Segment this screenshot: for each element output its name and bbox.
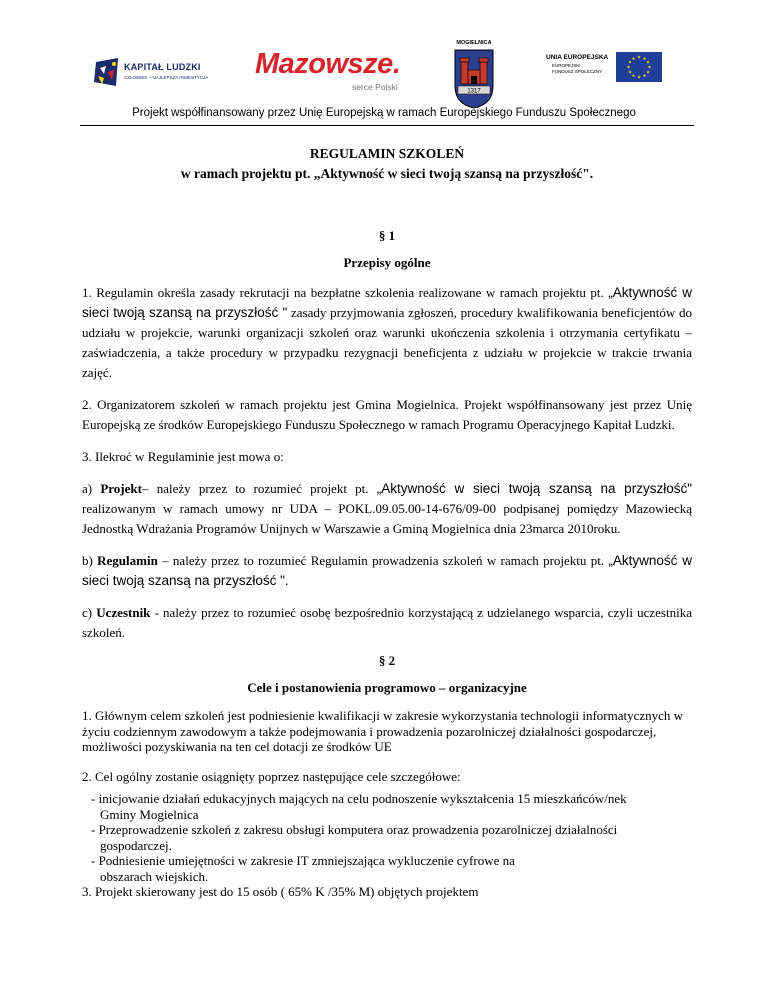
document-subtitle — [82, 166, 692, 228]
s1-definition-b — [82, 551, 692, 591]
def-a-text-1: – należy przez to rozumieć projekt pt. — [141, 481, 377, 496]
svg-text:★: ★ — [636, 55, 642, 61]
header-caption: Projekt współfinansowany przez Unię Europejską w ramach Europejskiego Funduszu Społecznego — [132, 107, 636, 119]
kapital-ludzki-name: KAPITAŁ LUDZKI — [124, 62, 201, 72]
s2-paragraph-2: 2. Cel ogólny zostanie osiągnięty poprzez następujące cele szczegółowe: — [82, 768, 461, 784]
eu-flag-icon — [616, 52, 662, 82]
eu-logo — [546, 52, 666, 92]
def-c-text: - należy przez to rozumieć osobę bezpośrednio korzystającą z udzielanego wsparcia, czyli uczestnika szkoleń. — [82, 605, 692, 640]
s1-definition-c — [82, 603, 692, 643]
crest-shield-icon — [452, 48, 496, 110]
eu-line1: UNIA EUROPEJSKA — [546, 54, 609, 61]
section-1-mark: § 1 — [378, 228, 396, 243]
def-c-term: Uczestnik — [96, 605, 151, 620]
section-1-title: Przepisy ogólne — [343, 255, 431, 270]
header-divider — [80, 125, 694, 126]
svg-text:★: ★ — [627, 70, 633, 76]
svg-text:★: ★ — [631, 74, 636, 79]
section-2-mark: § 2 — [378, 653, 396, 668]
mazowsze-name: Mazowsze. — [255, 48, 401, 80]
svg-text:★: ★ — [642, 57, 647, 62]
svg-text:★: ★ — [645, 70, 651, 76]
kapital-ludzki-logo — [92, 56, 222, 92]
s1-p1-text-b: zasady przyjmowania zgłoszeń, procedury kwalifikowania beneficjentów do udziału w projekcie, warunki organizacji szkoleń oraz warunki ukończenia szkolenia i otrzymania certyfikatu – zaświadczenia, a także procedury w przypadku rezygnacji beneficjenta z udziału w projekcie w trakcie trwania zajęć. — [82, 305, 692, 380]
list-item: - inicjowanie działań edukacyjnych mających na celu podnoszenie wykształcenia 15 mieszkańców/nek — [91, 791, 627, 806]
eu-line3: FUNDUSZ SPOŁECZNY — [552, 69, 603, 74]
def-a-term: Projekt — [100, 481, 142, 496]
def-a-prefix: a) — [82, 481, 101, 496]
crest-title: MOGIELNICA — [456, 40, 492, 46]
def-b-term: Regulamin — [97, 553, 158, 568]
def-a-project-name: „Aktywność w sieci twoją szansą na przyszłość" — [376, 481, 692, 496]
mazowsze-tagline: serce Polski — [352, 82, 398, 92]
s1-p1-text-a: 1. Regulamin określa zasady rekrutacji na bezpłatne szkolenia realizowane w ramach projektu pt. — [82, 285, 604, 300]
svg-text:★: ★ — [645, 60, 651, 66]
s2-paragraph-1: 1. Głównym celem szkoleń jest podniesienie kwalifikacji w zakresie wykorzystania technologii informatycznych w życiu codziennym zawodowym a także podejmowania i prowadzenia pozarolniczej działalności gospodarczej, możliwości pozyskiwania na ten cel dotacji ze środków UE — [82, 708, 684, 754]
svg-text:★: ★ — [627, 60, 633, 66]
subtitle-project-name: „Aktywność w sieci twoją szansą na przyszłość". — [313, 166, 594, 181]
list-item: - Podniesienie umiejętności w zakresie IT zmniejszająca wykluczenie cyfrowe na — [91, 853, 515, 868]
mogielnica-crest — [452, 42, 496, 106]
s1-paragraph-1 — [82, 283, 692, 383]
document-body — [82, 146, 692, 900]
subtitle-prefix: w ramach projektu pt. — [180, 166, 314, 181]
def-b-text-1: – należy przez to rozumieć Regulamin prowadzenia szkoleń w ramach projektu pt. — [157, 553, 609, 568]
eu-line2: EUROPEJSKI — [552, 63, 581, 68]
s1-definition-a — [82, 479, 692, 539]
mazowsze-logo — [255, 48, 415, 98]
section-2-title: Cele i postanowienia programowo – organizacyjne — [247, 680, 527, 695]
document-title: REGULAMIN SZKOLEŃ — [309, 146, 465, 161]
list-item-continuation: Gminy Mogielnica — [100, 806, 199, 822]
crest-year: 1317 — [467, 88, 481, 95]
kapital-ludzki-mark-icon — [92, 56, 122, 90]
def-b-prefix: b) — [82, 553, 98, 568]
def-a-text-2: realizowanym w ramach umowy nr UDA – POKL.09.05.00-14-676/09-00 podpisanej pomiędzy Mazowiecką Jednostką Wdrażania Programów Unijnych w Warszawie a Gminą Mogielnica dnia 23marca 2010roku. — [82, 501, 692, 536]
svg-text:★: ★ — [631, 57, 636, 62]
svg-text:★: ★ — [642, 74, 647, 79]
s1-p1-project-name: „Aktywność w sieci twoją szansą na przyszłość " — [82, 285, 692, 320]
s2-objectives-list — [82, 791, 692, 884]
kapital-ludzki-tagline: CZŁOWIEK – NAJLEPSZA INWESTYCJA — [124, 75, 209, 80]
def-c-prefix: c) — [82, 605, 97, 620]
s1-paragraph-2: 2. Organizatorem szkoleń w ramach projektu jest Gmina Mogielnica. Projekt współfinansowany jest przez Unię Europejską ze środków Europejskiego Funduszu Społecznego w ramach Programu Operacyjnego Kapitał Ludzki. — [82, 397, 692, 432]
logo-bar — [0, 38, 768, 108]
list-item-continuation: gospodarczej. — [100, 837, 172, 853]
s2-paragraph-3: 3. Projekt skierowany jest do 15 osób ( 65% K /35% M) objętych projektem — [82, 884, 479, 899]
list-item-continuation: obszarach wiejskich. — [100, 868, 209, 884]
list-item: - Przeprowadzenie szkoleń z zakresu obsługi komputera oraz prowadzenia pozarolniczej działalności — [91, 822, 618, 837]
svg-text:★: ★ — [626, 65, 631, 71]
svg-text:★: ★ — [647, 65, 652, 71]
s1-paragraph-3: 3. Ilekroć w Regulaminie jest mowa o: — [82, 449, 284, 464]
def-b-project-name: „Aktywność w sieci twoją szansą na przyszłość ". — [82, 553, 692, 588]
svg-text:★: ★ — [636, 75, 642, 81]
